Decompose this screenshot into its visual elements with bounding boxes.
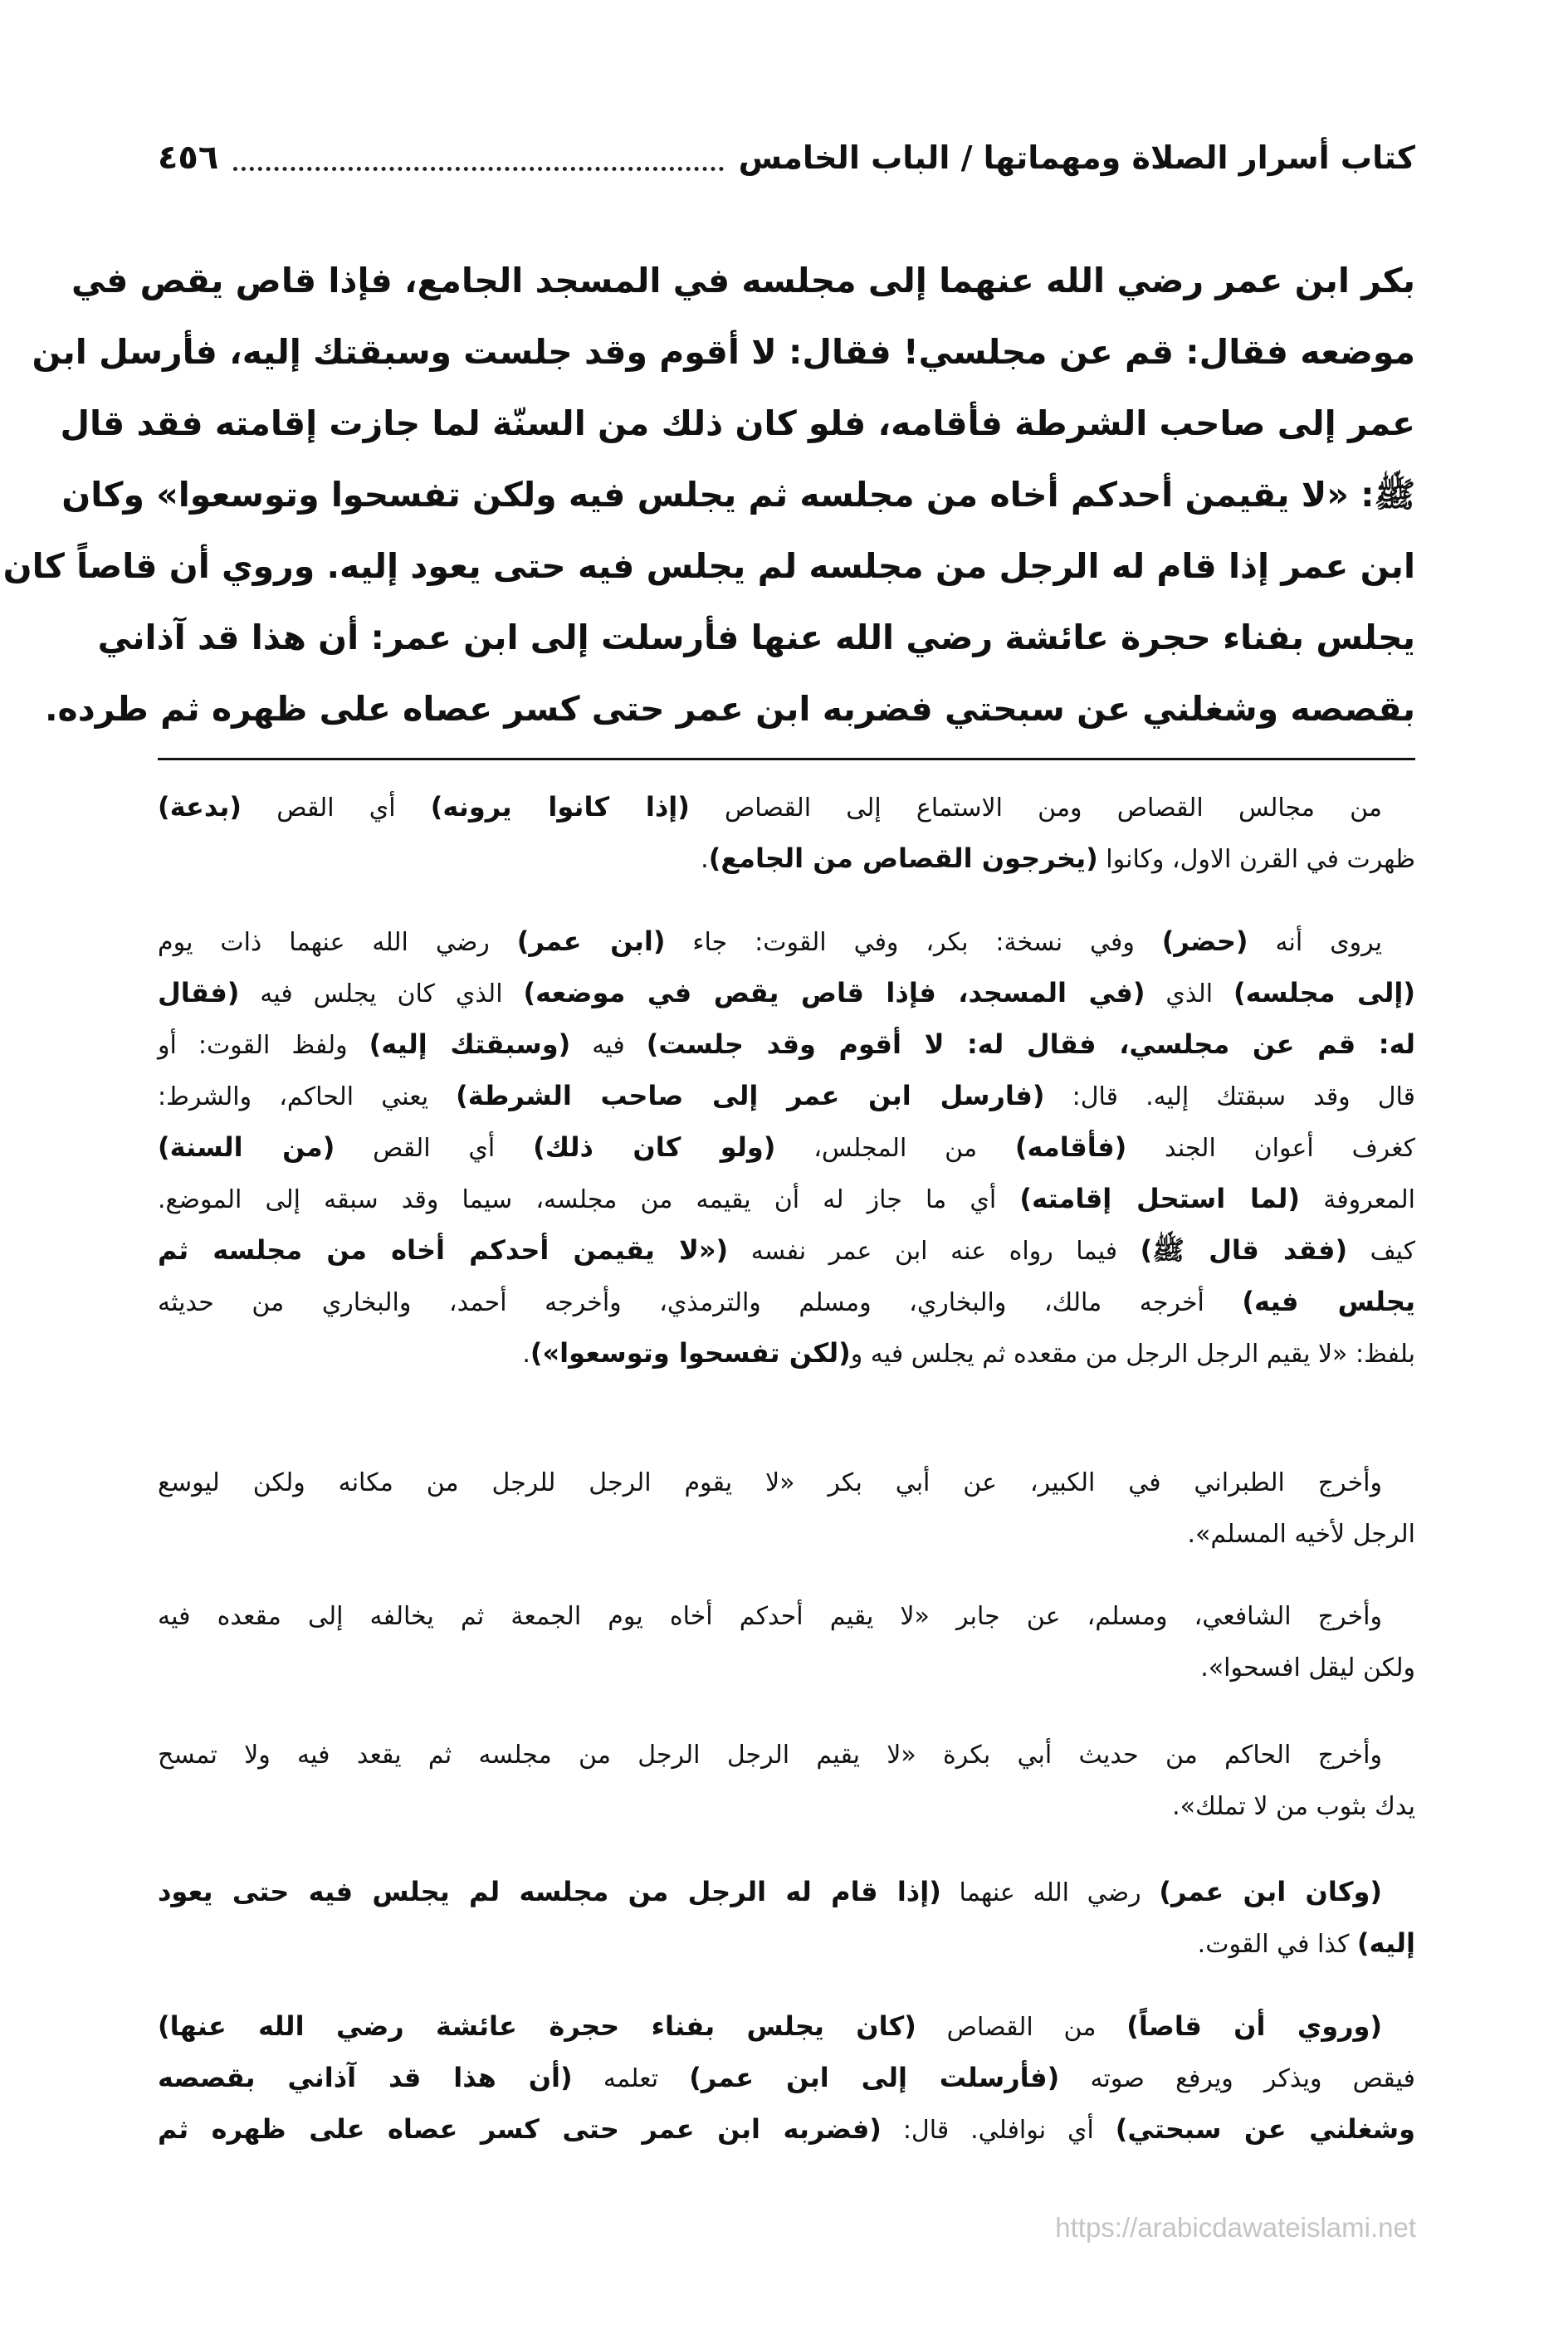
footnote-line xyxy=(158,2103,1415,2155)
footnote-paragraph xyxy=(158,1458,1415,1560)
bold-quoted-text: (إلى مجلسه) xyxy=(1233,977,1416,1008)
footnote-paragraph xyxy=(158,1591,1415,1694)
bold-quoted-text: (فارسل ابن عمر إلى صاحب الشرطة) xyxy=(456,1080,1045,1111)
bold-quoted-text: يجلس فيه) xyxy=(1242,1286,1416,1317)
commentary-text: من القصاص xyxy=(916,2013,1127,2042)
commentary-text: . xyxy=(701,845,709,874)
main-text-line: ﷺ: «لا يقيمن أحدكم أخاه من مجلسه ثم يجلس فيه ولكن تفسحوا وتوسعوا» وكان xyxy=(61,475,1415,515)
commentary-text: كغرف أعوان الجند xyxy=(1126,1134,1415,1163)
bold-quoted-text: (فقد قال ﷺ) xyxy=(1140,1234,1348,1266)
commentary-text: وفي نسخة: بكر، وفي القوت: جاء xyxy=(665,928,1162,957)
footnote-line xyxy=(158,1224,1415,1276)
footnote-line xyxy=(158,1018,1415,1070)
bold-quoted-text: (لما استحل إقامته) xyxy=(1019,1183,1301,1214)
commentary-text: وأخرج الحاكم من حديث أبي بكرة «لا يقيم الرجل الرجل من مجلسه ثم يقعد فيه ولا تمسح xyxy=(158,1741,1382,1770)
bold-quoted-text: له: قم عن مجلسي، فقال له: لا أقوم وقد جلست) xyxy=(646,1028,1416,1060)
footnote-paragraph xyxy=(158,916,1415,1379)
footnote-line xyxy=(158,1917,1415,1969)
footnote-line xyxy=(158,1781,1415,1833)
commentary-text: فيما رواه عنه ابن عمر نفسه xyxy=(728,1237,1141,1266)
footnote-paragraph xyxy=(158,1866,1415,1969)
footnote-line xyxy=(158,1591,1415,1643)
bold-quoted-text: (حضر) xyxy=(1161,925,1248,957)
footnote-line xyxy=(158,1730,1415,1781)
footnote-paragraph xyxy=(158,781,1415,884)
main-text-line: يجلس بفناء حجرة عائشة رضي الله عنها فأرسلت إلى ابن عمر: أن هذا قد آذاني xyxy=(97,618,1415,657)
bold-quoted-text: (كان يجلس بفناء حجرة عائشة رضي الله عنها) xyxy=(158,2010,916,2042)
main-text-line: عمر إلى صاحب الشرطة فأقامه، فلو كان ذلك من السنّة لما جازت إقامته فقد قال xyxy=(60,403,1415,443)
footnote-line xyxy=(158,1276,1415,1327)
footnote-line xyxy=(158,1866,1415,1917)
bold-quoted-text: (في المسجد، فإذا قاص يقص في موضعه) xyxy=(523,977,1145,1008)
bold-quoted-text: (وروي أن قاصاً) xyxy=(1126,2010,1383,2042)
commentary-text: من مجالس القصاص ومن الاستماع إلى القصاص xyxy=(689,794,1382,823)
footnote-paragraph xyxy=(158,2000,1415,2155)
footnote-line xyxy=(158,1643,1415,1694)
commentary-text: فيه xyxy=(570,1031,647,1060)
footnote-separator-rule xyxy=(158,758,1415,760)
bold-quoted-text: (من السنة) xyxy=(158,1131,335,1163)
commentary-text: الرجل لأخيه المسلم». xyxy=(1187,1520,1415,1549)
commentary-text: رضي الله عنهما xyxy=(940,1878,1160,1907)
commentary-text: أخرجه مالك، والبخاري، ومسلم والترمذي، وأخرجه أحمد، والبخاري من حديثه xyxy=(158,1288,1243,1317)
commentary-text: من المجلس، xyxy=(775,1134,1015,1163)
commentary-text: يدك بثوب من لا تملك». xyxy=(1172,1792,1415,1821)
bold-quoted-text: («لا يقيمن أحدكم أخاه من مجلسه ثم xyxy=(158,1234,729,1266)
commentary-text: أي ما جاز له أن يقيمه من مجلسه، سيما وقد سبقه إلى الموضع. xyxy=(158,1185,1020,1214)
commentary-text: وأخرج الشافعي، ومسلم، عن جابر «لا يقيم أحدكم أخاه يوم الجمعة ثم يخالفه إلى مقعده فيه xyxy=(158,1602,1382,1631)
commentary-text: المعروفة xyxy=(1300,1185,1415,1214)
bold-quoted-text: (ابن عمر) xyxy=(516,925,666,957)
commentary-text: تعلمه xyxy=(572,2064,690,2093)
main-text-line: بكر ابن عمر رضي الله عنهما إلى مجلسه في المسجد الجامع، فإذا قاص يقص في xyxy=(71,261,1415,300)
bold-quoted-text: (فقال xyxy=(158,977,240,1008)
footnote-line xyxy=(158,1121,1415,1173)
commentary-text: ولكن ليقل افسحوا». xyxy=(1200,1653,1415,1682)
header-title: كتاب أسرار الصلاة ومهماتها / الباب الخامس xyxy=(738,139,1415,176)
footnote-line xyxy=(158,916,1415,967)
commentary-text: قال وقد سبقتك إليه. قال: xyxy=(1044,1082,1416,1111)
footnote-line xyxy=(158,1458,1415,1509)
commentary-text: . xyxy=(522,1340,530,1369)
commentary-text: ولفظ القوت: أو xyxy=(158,1031,369,1060)
bold-quoted-text: (إذا كانوا يرونه) xyxy=(430,791,690,823)
footnote-line xyxy=(158,781,1415,833)
watermark-url: https://arabicdawateislami.net xyxy=(1055,2212,1416,2243)
bold-quoted-text: (يخرجون القصاص من الجامع) xyxy=(708,842,1098,874)
header-leader-dots xyxy=(233,167,723,171)
commentary-text: فيقص ويذكر ويرفع صوته xyxy=(1059,2064,1416,2093)
footnote-line xyxy=(158,833,1415,884)
commentary-text: بلفظ: «لا يقيم الرجل الرجل من مقعده ثم يجلس فيه و xyxy=(850,1340,1415,1369)
footnote-line xyxy=(158,1327,1415,1379)
commentary-text: وأخرج الطبراني في الكبير، عن أبي بكر «لا يقوم الرجل للرجل من مكانه ولكن ليوسع xyxy=(158,1468,1382,1497)
commentary-text: رضي الله عنهما ذات يوم xyxy=(158,928,517,957)
bold-quoted-text: إليه) xyxy=(1356,1927,1415,1959)
commentary-text: أي القص xyxy=(335,1134,534,1163)
main-text-line: موضعه فقال: قم عن مجلسي! فقال: لا أقوم وقد جلست وسبقتك إليه، فأرسل ابن xyxy=(32,332,1415,372)
bold-quoted-text: (فضربه ابن عمر حتى كسر عصاه على ظهره ثم xyxy=(158,2113,882,2145)
footnote-line xyxy=(158,2052,1415,2103)
bold-quoted-text: (وكان ابن عمر) xyxy=(1159,1876,1383,1907)
footnote-line xyxy=(158,967,1415,1018)
bold-quoted-text: (فأقامه) xyxy=(1014,1131,1127,1163)
bold-quoted-text: (أن هذا قد آذاني بقصصه xyxy=(158,2062,573,2093)
commentary-text: يعني الحاكم، والشرط: xyxy=(158,1082,457,1111)
bold-quoted-text: وشغلني عن سبحتي) xyxy=(1115,2113,1416,2145)
page-number: ٤٥٦ xyxy=(158,139,219,177)
commentary-text: الذي xyxy=(1145,979,1233,1008)
commentary-text: كيف xyxy=(1347,1237,1416,1266)
commentary-text: أي القص xyxy=(242,794,431,823)
footnote-paragraph xyxy=(158,1730,1415,1833)
footnote-line xyxy=(158,1070,1415,1121)
main-text xyxy=(2,245,1415,745)
commentary-text: كذا في القوت. xyxy=(1197,1930,1357,1959)
footnote-line xyxy=(158,1509,1415,1560)
footnote-line xyxy=(158,2000,1415,2052)
commentary-text: الذي كان يجلس فيه xyxy=(239,979,524,1008)
commentary-text: أي نوافلي. قال: xyxy=(881,2116,1116,2145)
bold-quoted-text: (فأرسلت إلى ابن عمر) xyxy=(689,2062,1060,2093)
running-header xyxy=(158,133,1415,183)
commentary-text: يروى أنه xyxy=(1248,928,1383,957)
footnote-line xyxy=(158,1173,1415,1224)
bold-quoted-text: (لكن تفسحوا وتوسعوا») xyxy=(530,1337,851,1369)
commentary-text: ظهرت في القرن الاول، وكانوا xyxy=(1097,845,1415,874)
bold-quoted-text: (ولو كان ذلك) xyxy=(533,1131,776,1163)
bold-quoted-text: (بدعة) xyxy=(158,791,242,823)
bold-quoted-text: (وسبقتك إليه) xyxy=(369,1028,571,1060)
main-text-line: ابن عمر إذا قام له الرجل من مجلسه لم يجلس فيه حتى يعود إليه. وروي أن قاصاً كان xyxy=(2,546,1415,586)
bold-quoted-text: (إذا قام له الرجل من مجلسه لم يجلس فيه حتى يعود xyxy=(158,1876,941,1907)
main-text-line: بقصصه وشغلني عن سبحتي فضربه ابن عمر حتى كسر عصاه على ظهره ثم طرده. xyxy=(44,689,1415,729)
